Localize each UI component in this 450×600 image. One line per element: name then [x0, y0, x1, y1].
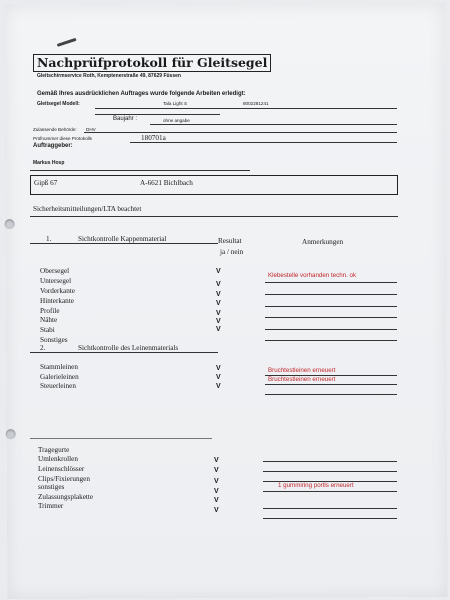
list-item-label: Profile — [40, 307, 60, 315]
result-label: Resultat — [218, 237, 242, 245]
list-item-label: Trimmer — [38, 502, 64, 510]
behoerde-line — [84, 132, 397, 133]
behoerde-label: Zulassende Behörde: — [33, 127, 77, 132]
remark-text: Bruchtestleinen erneuert — [268, 367, 336, 374]
remark-line — [265, 282, 397, 283]
document-title: Nachprüfprotokoll für Gleitsegel — [37, 55, 268, 70]
pruefnummer-label: Prüfnummer diese Protokolls — [33, 136, 92, 141]
list-item-label: Tragegurte — [38, 446, 70, 454]
behoerde-value: DHV — [86, 127, 96, 132]
remark-line — [265, 340, 397, 341]
section2-number: 2. — [40, 344, 46, 352]
check-mark: V — [216, 374, 221, 381]
customer-street: Gipß 67 — [34, 179, 58, 187]
list-item-label: Galerieleinen — [40, 373, 79, 381]
company-address: Gleitschirmservice Roth, Kemptenerstraße 49, 87629 Füssen — [37, 73, 181, 79]
list-item-label: Zulassungsplakette — [38, 493, 94, 501]
remark-line — [265, 394, 397, 395]
safety-note: Sicherheitsmitteilungen/LTA beachtet — [33, 205, 142, 213]
baujahr-label: Baujahr : — [113, 116, 138, 122]
list-item-label: Hinterkante — [40, 297, 74, 305]
punch-hole — [5, 219, 15, 229]
section1-title: Sichtkontrolle Kappenmaterial — [78, 235, 167, 243]
modell-label: Gleitsegel Modell: — [37, 101, 80, 107]
check-mark: V — [216, 326, 221, 333]
list-item-label: Untersegel — [40, 277, 72, 285]
remark-line — [265, 294, 397, 295]
check-mark: V — [214, 507, 219, 514]
section3-line — [30, 438, 212, 439]
list-item-label: Nähte — [40, 316, 58, 324]
remark-line — [263, 491, 397, 492]
remark-text: Klebestelle vorhanden techn. ok — [268, 272, 357, 279]
baujahr-value: ohne angabe — [163, 118, 190, 123]
check-mark: V — [216, 365, 221, 372]
remark-text: 1 gummiring portls erneuert — [278, 482, 354, 489]
modell-value: Tala Light S — [163, 101, 188, 106]
remark-line — [265, 306, 397, 307]
check-mark: V — [214, 488, 219, 495]
list-item-label: Obersegel — [40, 267, 70, 275]
list-item-label: Vorderkante — [40, 287, 75, 295]
list-item-label: Leinenschlösser — [38, 465, 85, 473]
check-mark: V — [216, 291, 221, 298]
list-item-label: Sonstiges — [40, 336, 68, 344]
customer-city: A-6621 Bichlbach — [140, 179, 193, 187]
check-mark: V — [216, 383, 221, 390]
section2-line — [30, 352, 218, 353]
check-mark: V — [216, 318, 221, 325]
pruefnummer-value: 180701a — [141, 134, 166, 142]
intro-text: Gemäß Ihres ausdrücklichen Auftrages wurde folgende Arbeiten erledigt: — [37, 91, 246, 97]
customer-name: Markus Hosp — [33, 160, 65, 166]
list-item-label: sonstiges — [38, 483, 65, 491]
modell-line-2 — [95, 114, 220, 115]
pen-mark — [57, 38, 77, 47]
list-item-label: Umlenkrollen — [38, 455, 78, 463]
customer-line — [30, 170, 250, 171]
check-mark: V — [216, 281, 221, 288]
remark-line — [263, 461, 397, 462]
modell-line — [95, 108, 397, 109]
remark-line — [265, 384, 397, 385]
check-mark: V — [214, 478, 219, 485]
result-options: ja / nein — [220, 248, 244, 256]
section1-line — [30, 243, 218, 244]
remark-text: Bruchtestleinen erneuert — [268, 376, 336, 383]
check-mark: V — [214, 457, 219, 464]
check-mark: V — [216, 268, 221, 275]
list-item-label: Clips/Fixierungen — [38, 475, 90, 483]
remarks-label: Anmerkungen — [302, 238, 344, 246]
section2-title: Sichtkontrolle des Leinenmaterials — [78, 344, 179, 352]
check-mark: V — [216, 310, 221, 317]
list-item-label: Stammleinen — [40, 363, 78, 371]
remark-line — [263, 508, 397, 509]
remark-line — [263, 471, 397, 472]
serial-value: 8002281241 — [243, 101, 269, 106]
address-box — [30, 175, 398, 195]
punch-hole — [6, 429, 16, 439]
check-mark: V — [214, 497, 219, 504]
remark-line — [265, 317, 397, 318]
safety-line — [30, 216, 398, 217]
check-mark: V — [216, 300, 221, 307]
check-mark: V — [214, 467, 219, 474]
pruefnummer-line — [130, 142, 397, 143]
remark-line — [263, 518, 397, 519]
list-item-label: Steuerleinen — [40, 382, 76, 390]
list-item-label: Stabi — [40, 326, 55, 334]
section1-number: 1. — [46, 235, 52, 243]
baujahr-line — [150, 124, 397, 125]
remark-line — [265, 329, 397, 330]
auftraggeber-label: Auftraggeber: — [33, 143, 73, 149]
